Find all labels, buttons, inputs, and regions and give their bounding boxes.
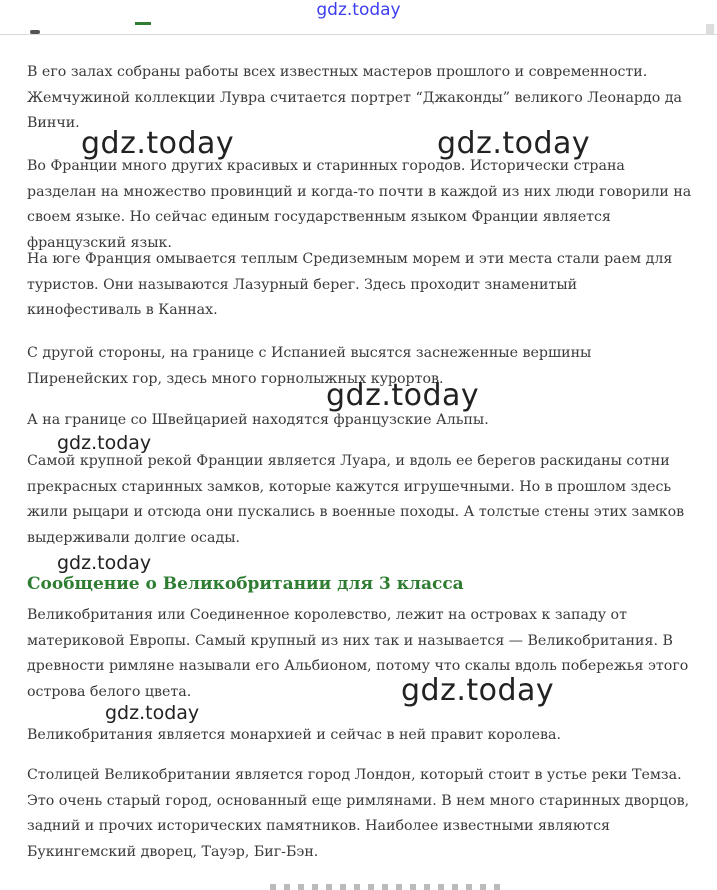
watermark: gdz.today bbox=[437, 126, 591, 161]
paragraph-uk-london: Столицей Великобритании является город Лондон, который стоит в устье реки Темза. Это очень старый город, основанный еще римлянами. В нем много старинных дворцов, задний и прочих исторических памятников. Наиболее известными являются Букингемский дворец, Тауэр, Биг-Бэн. bbox=[27, 767, 690, 861]
header-fragment-right bbox=[706, 24, 714, 34]
paragraph-pyrenees: С другой стороны, на границе с Испанией высятся заснеженные вершины Пиренейских гор, здесь много горнолыжных курортов. bbox=[27, 345, 592, 387]
watermark: gdz.today bbox=[401, 673, 555, 708]
paragraph-uk-intro: Великобритания или Соединенное королевство, лежит на островах к западу от материковой Европы. Самый крупный из них так и называется — Великобритания. В древности римляне называли его Альбионом, потому что скалы вдоль побережья этого острова белого цвета. bbox=[27, 607, 689, 701]
paragraph-alps: А на границе со Швейцарией находятся французские Альпы. bbox=[27, 412, 489, 428]
watermark: gdz.today bbox=[81, 126, 235, 161]
header-accent-bar bbox=[135, 22, 151, 25]
section-heading: Сообщение о Великобритании для 3 класса bbox=[27, 574, 464, 594]
watermark: gdz.today bbox=[57, 432, 152, 454]
watermark: gdz.today bbox=[57, 552, 152, 574]
watermark: gdz.today bbox=[105, 702, 200, 724]
header-divider bbox=[0, 34, 717, 35]
header-watermark: gdz.today bbox=[316, 0, 401, 20]
paragraph-uk-monarchy: Великобритания является монархией и сейчас в ней правит королева. bbox=[27, 727, 561, 743]
cut-off-text-line bbox=[270, 884, 500, 890]
watermark: gdz.today bbox=[326, 378, 480, 413]
paragraph-cities: Во Франции много других красивых и старинных городов. Исторически страна разделан на множество провинций и когда-то почти в каждой из них люди говорили на своем языке. Но сейчас единым государственным языком Франции является французский язык. bbox=[27, 158, 692, 252]
paragraph-louvre: В его залах собраны работы всех известных мастеров прошлого и современности. Жемчужиной коллекции Лувра считается портрет “Джаконды” великого Леонардо да Винчи. bbox=[27, 64, 682, 132]
paragraph-loire: Самой крупной рекой Франции является Луара, и вдоль ее берегов раскиданы сотни прекрасных старинных замков, которые кажутся игрушечными. Но в прошлом здесь жили рыцари и отсюда они пускались в военные походы. А толстые стены этих замков выдерживали долгие осады. bbox=[27, 453, 685, 547]
paragraph-south: На юге Франция омывается теплым Средиземным морем и эти места стали раем для туристов. Они называются Лазурный берег. Здесь проходит знаменитый кинофестиваль в Каннах. bbox=[27, 251, 673, 319]
